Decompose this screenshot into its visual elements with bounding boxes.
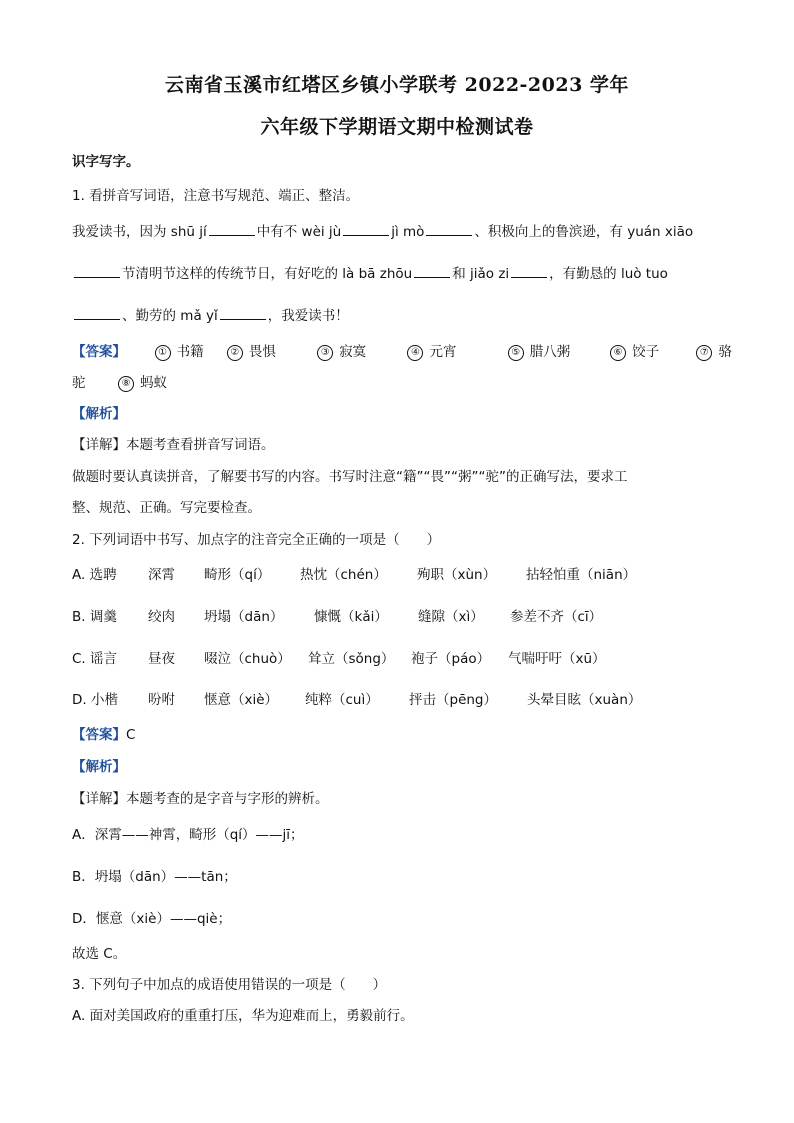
q1-text: 、积极向上的鲁滨逊，有 yuán xiāo bbox=[474, 224, 694, 240]
q1-paragraph-line2 bbox=[72, 262, 668, 282]
answer-blank bbox=[426, 223, 472, 236]
q3-option-a: A. 面对美国政府的重重打压，华为迎难而上，勇毅前行。 bbox=[72, 1008, 414, 1024]
q2-option-a: A. 选聘 深霄 畸形（qí） 热忱（chén） 殉职（xùn） 拈轻怕重（niān） bbox=[72, 567, 637, 583]
q2-detail: 【详解】本题考查的是字音与字形的辨析。 bbox=[72, 791, 329, 807]
q1-text: 和 jiǎo zi bbox=[452, 266, 510, 282]
q1-detail: 【详解】本题考查看拼音写词语。 bbox=[72, 437, 275, 453]
answer-tag: 【答案】 bbox=[72, 344, 126, 360]
q1-paragraph-line3 bbox=[72, 304, 349, 324]
q2-analysis-tag: 【解析】 bbox=[72, 759, 126, 775]
q1-text: 、勤劳的 mǎ yǐ bbox=[122, 308, 218, 324]
exam-title-line1: 云南省玉溪市红塔区乡镇小学联考 2022-2023 学年 bbox=[165, 74, 629, 96]
answer-item: ⑦ 骆 bbox=[696, 340, 732, 361]
answer-item: ⑧ 蚂蚁 bbox=[118, 371, 167, 392]
section-heading: 识字写字。 bbox=[72, 154, 140, 170]
q1-text: jì mò bbox=[391, 224, 425, 240]
answer-item: ① 书籍 bbox=[155, 340, 223, 361]
q1-text: 中有不 wèi jù bbox=[256, 224, 342, 240]
answer-value: C bbox=[126, 727, 136, 743]
q3-stem: 3. 下列句子中加点的成语使用错误的一项是（ ） bbox=[72, 977, 387, 993]
number-circle: ④ bbox=[407, 345, 423, 361]
q1-note-line2: 整、规范、正确。写完要检查。 bbox=[72, 500, 261, 516]
answer-blank bbox=[511, 265, 547, 278]
answer-blank bbox=[209, 223, 255, 236]
q1-answer-line2 bbox=[72, 371, 167, 392]
answer-item: ⑤ 腊八粥 bbox=[508, 340, 606, 361]
answer-blank bbox=[220, 307, 266, 320]
answer-item: ③ 寂寞 bbox=[317, 340, 403, 361]
number-circle: ③ bbox=[317, 345, 333, 361]
number-circle: ① bbox=[155, 345, 171, 361]
q1-paragraph-line1 bbox=[72, 220, 693, 240]
answer-item: ② 畏惧 bbox=[227, 340, 313, 361]
q2-note-d: D．惬意（xiè）——qiè； bbox=[72, 911, 232, 927]
number-circle: ⑤ bbox=[508, 345, 524, 361]
q1-note-line1: 做题时要认真读拼音，了解要书写的内容。书写时注意“籍”“畏”“粥”“驼”的正确写法，要求工 bbox=[72, 469, 628, 485]
q2-note-b: B．坍塌（dān）——tān； bbox=[72, 869, 237, 885]
q2-option-d: D. 小楷 吩咐 惬意（xiè） 纯粹（cuì） 抨击（pēng） 头晕目眩（xuàn） bbox=[72, 692, 642, 708]
q1-analysis-tag: 【解析】 bbox=[72, 406, 126, 422]
q2-note-a: A．深霄——神霄，畸形（qí）——jī； bbox=[72, 827, 304, 843]
q1-text: ，有勤恳的 luò tuo bbox=[549, 266, 668, 282]
answer-blank bbox=[414, 265, 450, 278]
answer-blank bbox=[343, 223, 389, 236]
q1-answer-line bbox=[72, 340, 732, 361]
number-circle: ⑥ bbox=[610, 345, 626, 361]
q2-option-c: C. 谣言 昼夜 啜泣（chuò） 耸立（sǒng） 袍子（páo） 气喘吁吁（xū） bbox=[72, 651, 606, 667]
answer-tag: 【答案】 bbox=[72, 727, 126, 743]
q1-text: ，我爱读书！ bbox=[267, 308, 349, 324]
number-circle: ⑦ bbox=[696, 345, 712, 361]
q1-text: 我爱读书，因为 shū jí bbox=[72, 224, 207, 240]
q2-option-b: B. 调羹 绞肉 坍塌（dān） 慷慨（kǎi） 缝隙（xì） 参差不齐（cī） bbox=[72, 609, 603, 625]
q1-text: 节清明节这样的传统节日，有好吃的 là bā zhōu bbox=[122, 266, 413, 282]
answer-blank bbox=[74, 307, 120, 320]
q2-answer-line bbox=[72, 723, 135, 743]
q2-conclusion: 故选 C。 bbox=[72, 946, 127, 962]
number-circle: ② bbox=[227, 345, 243, 361]
q1-stem: 1. 看拼音写词语，注意书写规范、端正、整洁。 bbox=[72, 188, 360, 204]
exam-title-line2: 六年级下学期语文期中检测试卷 bbox=[260, 116, 534, 138]
number-circle: ⑧ bbox=[118, 376, 134, 392]
answer-item: ④ 元宵 bbox=[407, 340, 503, 361]
q2-stem: 2. 下列词语中书写、加点字的注音完全正确的一项是（ ） bbox=[72, 532, 441, 548]
answer-item: ⑥ 饺子 bbox=[610, 340, 692, 361]
answer-blank bbox=[74, 265, 120, 278]
answer-item: 驼 bbox=[72, 375, 86, 391]
